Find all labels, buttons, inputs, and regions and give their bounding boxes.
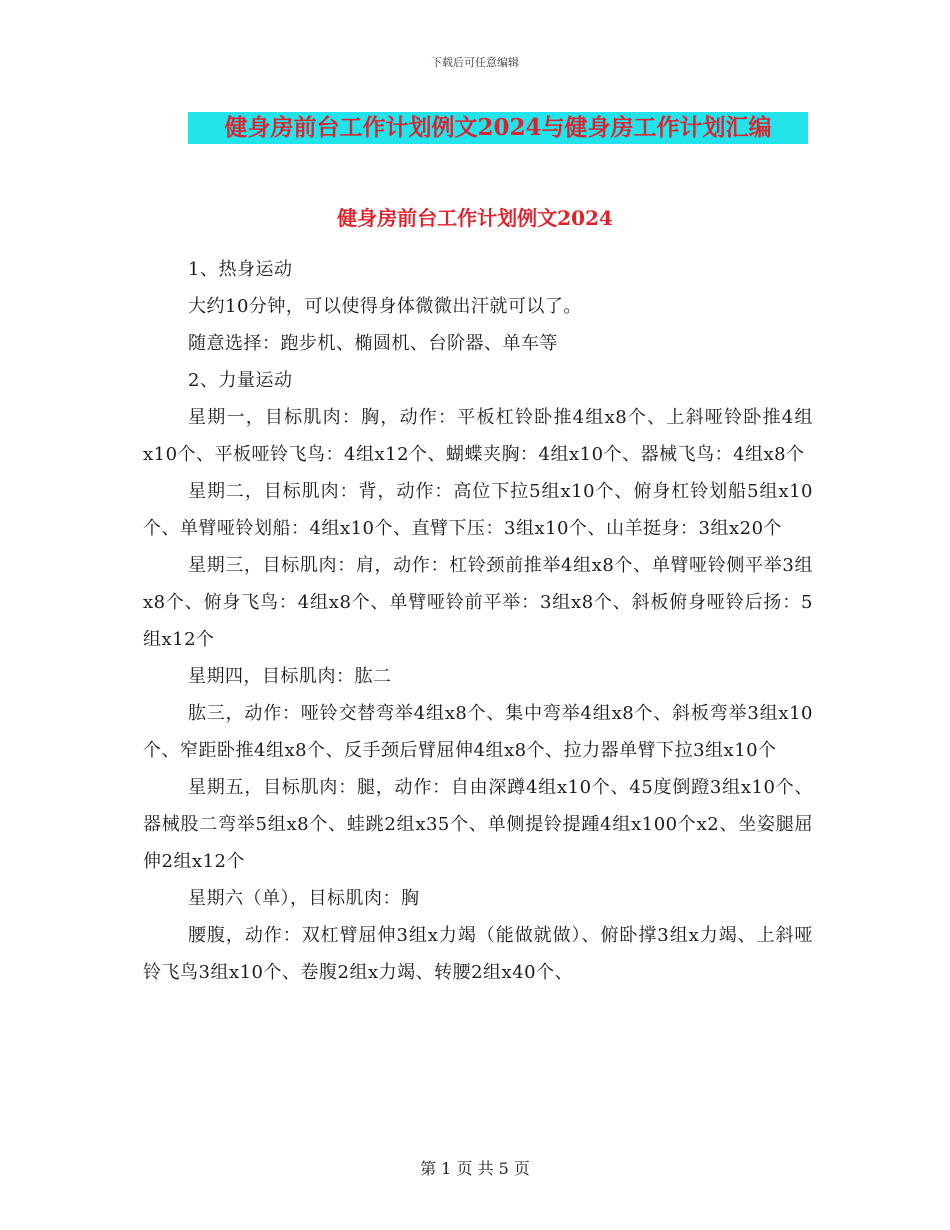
document-title: 健身房前台工作计划例文2024与健身房工作计划汇编 — [188, 112, 808, 144]
paragraph: 2、力量运动 — [188, 370, 293, 391]
paragraph: 星期三，目标肌肉：肩，动作：杠铃颈前推举4组x8个、单臂哑铃侧平举3组x8个、俯身飞鸟：4组x8个、单臂哑铃前平举：3组x8个、斜板俯身哑铃后扬：5组x12个 — [143, 555, 813, 650]
document-subtitle: 健身房前台工作计划例文2024 — [337, 206, 613, 230]
paragraph: 星期二，目标肌肉：背，动作：高位下拉5组x10个、俯身杠铃划船5组x10个、单臂哑铃划船：4组x10个、直臂下压：3组x10个、山羊挺身：3组x20个 — [143, 481, 813, 539]
paragraph: 星期四，目标肌肉：肱二 — [188, 666, 392, 687]
paragraph: 大约10分钟，可以使得身体微微出汗就可以了。 — [188, 296, 582, 317]
paragraph: 腰腹，动作：双杠臂屈伸3组x力竭（能做就做）、俯卧撑3组x力竭、上斜哑铃飞鸟3组x10个、卷腹2组x力竭、转腰2组x40个、 — [143, 925, 813, 983]
paragraph: 随意选择：跑步机、椭圆机、台阶器、单车等 — [188, 333, 558, 354]
paragraph: 1、热身运动 — [188, 259, 293, 280]
paragraph: 星期六（单），目标肌肉：胸 — [188, 888, 420, 909]
paragraph: 星期一，目标肌肉：胸，动作：平板杠铃卧推4组x8个、上斜哑铃卧推4组x10个、平板哑铃飞鸟：4组x12个、蝴蝶夹胸：4组x10个、器械飞鸟：4组x8个 — [143, 407, 813, 465]
paragraph: 星期五，目标肌肉：腿，动作：自由深蹲4组x10个、45度倒蹬3组x10个、器械股二弯举5组x8个、蛙跳2组x35个、单侧提铃提踵4组x100个x2、坐姿腿屈伸2组x12个 — [143, 777, 813, 872]
page-number: 第 1 页 共 5 页 — [420, 1159, 530, 1178]
document-body — [143, 251, 813, 991]
page-header-note: 下载后可任意编辑 — [431, 56, 519, 69]
paragraph: 肱三，动作：哑铃交替弯举4组x8个、集中弯举4组x8个、斜板弯举3组x10个、窄距卧推4组x8个、反手颈后臂屈伸4组x8个、拉力器单臂下拉3组x10个 — [143, 703, 813, 761]
